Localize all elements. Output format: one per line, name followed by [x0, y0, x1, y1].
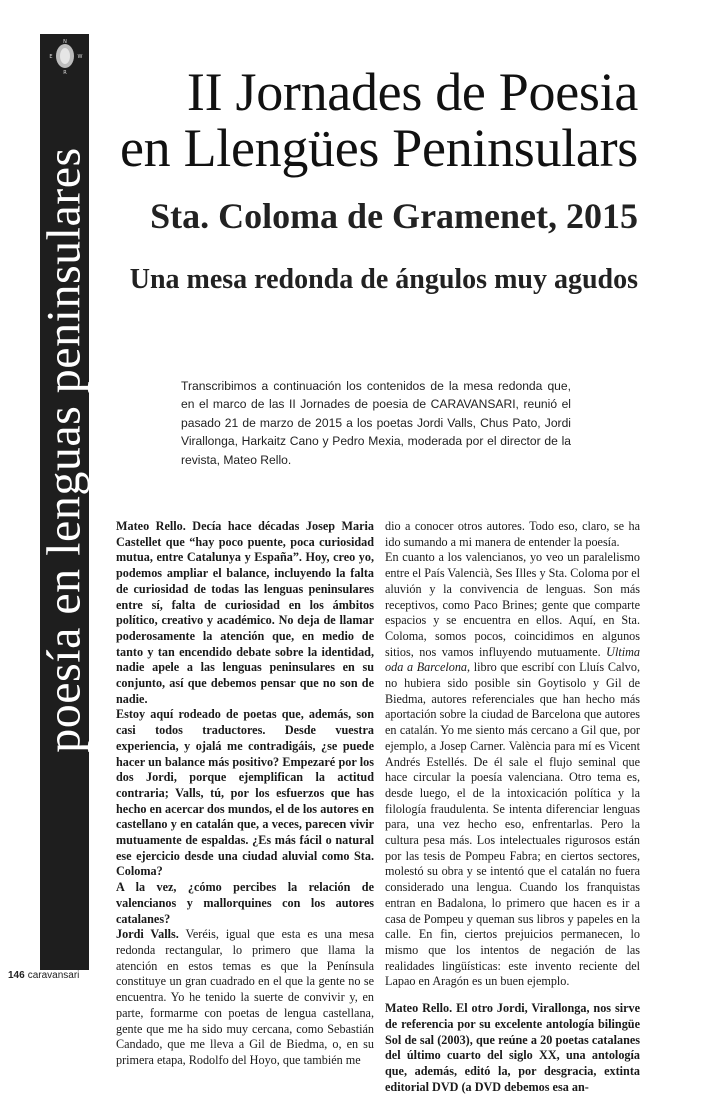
paragraph: [385, 550, 640, 990]
paragraph-gap: [385, 990, 640, 1001]
svg-text:W: W: [77, 54, 83, 60]
magazine-name: caravansari: [27, 970, 80, 981]
title-line-2: en Llengües Peninsulars: [120, 118, 638, 178]
svg-text:N: N: [63, 39, 67, 45]
speaker-name: Jordi Valls.: [116, 927, 179, 942]
paragraph: Estoy aquí rodeado de poetas que, además, son casi todos traductores. Desde vuestra experiencia, y ojalá me contradigáis, ¿se puede hacer un balance más positivo? Empezaré por los dos Jordi, porque ejemplifican la actitud contraria; Valls, tú, por los esfuerzos que has hecho en acercar dos mundos, el de los autores en castellano y en catalán que, a veces, parecen vivir mutuamente de espaldas. ¿Es más fácil o natural ese ejercicio desde una ciudad aluvial como Sta. Coloma?: [116, 707, 374, 879]
intro-paragraph: Transcribimos a continuación los contenidos de la mesa redonda que, en el marco de las II Jornades de poesia de CARAVANSARI, reunió el pasado 21 de marzo de 2015 a los poetas Jordi Valls, Chus Pato, Jordi Virallonga, Harkaitz Cano y Pedro Mexia, moderada por el director de la revista, Mateo Rello.: [181, 379, 571, 467]
book-title: Ultima oda a Barcelona: [385, 644, 640, 675]
svg-text:R: R: [63, 70, 67, 76]
event-place-date: Sta. Coloma de Gramenet, 2015: [150, 196, 638, 236]
paragraph: A la vez, ¿cómo percibes la relación de valencianos y mallorquines con los autores catalanes?: [116, 880, 374, 926]
paragraph-text: Veréis, igual que esta es una mesa redonda rectangular, lo primero que llama la atención en estos temas es que la Península constituye un gran cuadrado en el que la gente no se encuentra. Yo he tenido la suerte de convivir y, en parte, formarme con poetas de lengua castellana, gente que me ha sido muy cercana, como Sebastián Candado, que me lleva a Gil de Biedma, o, en su primera etapa, Rodolfo del Hoyo, que también me: [116, 927, 374, 1067]
text-column-right: [385, 519, 640, 1095]
page-footer: [8, 970, 79, 981]
text-column-left: [116, 519, 374, 1069]
paragraph: [116, 927, 374, 1068]
paragraph-text: , libro que escribí con Lluís Calvo, no hubiera sido posible sin Goytisolo y Gil de Biedma, autores referenciales que han hecho más aportación sobre la ciudad de Barcelona que autores en catalán. Yo me siento más cercano a Gil que, por ejemplo, a Josep Carner. València para mí es Vicent Andrés Estellés. De él sale el flujo seminal que hace circular la poesía valenciana. Otro tema es, desde luego, el de la intoxicación política y la filología fraudulenta. Se intenta diferenciar lenguas para, una vez hecho eso, enfrentarlas. Pero la cultura pesa más. Los intelectuales rigurosos están por las tesis de Pompeu Fabra; en ciertos sectores, molestó su obra y se intentó que el catalán no fuera considerado una lengua. Cuando los franquistas entran en Badalona, lo primero que hacen es ir a casa de Pompeu y queman sus libros y papeles en la calle. En fin, ciertos prejuicios permanecen, lo mismo que los intentos de negación de las realidades lingüísticas: este invento reciente del Lapao en Aragón es un buen ejemplo.: [385, 660, 640, 989]
compass-logo: [40, 34, 89, 82]
svg-text:E: E: [49, 54, 53, 60]
paragraph: Mateo Rello. El otro Jordi, Virallonga, nos sirve de referencia por su excelente antología bilingüe Sol de sal (2003), que reúne a 20 poetas catalanes del último cuarto del siglo XX, una antología que, además, editó la, por desgracia, extinta editorial DVD (a DVD debemos esa an-: [385, 1001, 640, 1094]
paragraph-text: En cuanto a los valencianos, yo veo un paralelismo entre el País Valencià, Ses Illes y Sta. Coloma por el aluvión y la convivencia de lenguas. Son más receptivos, como Paco Brines; gente que comparte espacios y se encuentra en ellos. Aquí, en Sta. Coloma, somos pocos, coincidimos en algunos sitios, nos vamos influyendo mutuamente.: [385, 550, 640, 659]
article-subtitle: Una mesa redonda de ángulos muy agudos: [129, 264, 638, 295]
article-title: [120, 64, 638, 176]
title-line-1: II Jornades de Poesia: [186, 62, 638, 122]
paragraph: Mateo Rello. Decía hace décadas Josep Maria Castellet que “hay poco puente, poca curiosidad mutua, entre Catalunya y España”. Hoy, creo yo, podemos ampliar el balance, incluyendo la falta de curiosidad de todas las lenguas peninsulares entre sí, falta de curiosidad en los ámbitos político, creativo y académico. No deja de llamar poderosamente la atención que, en medio de tanto y tan encendido debate sobre la identidad, nadie apele a las lenguas peninsulares en su conjunto, así que debemos pensar que no son de nadie.: [116, 519, 374, 706]
vertical-section-title: poesía en lenguas peninsulares: [37, 147, 91, 753]
paragraph: dio a conocer otros autores. Todo eso, claro, se ha ido sumando a mi manera de entender la poesía.: [385, 519, 640, 549]
page-number: 146: [8, 970, 25, 981]
